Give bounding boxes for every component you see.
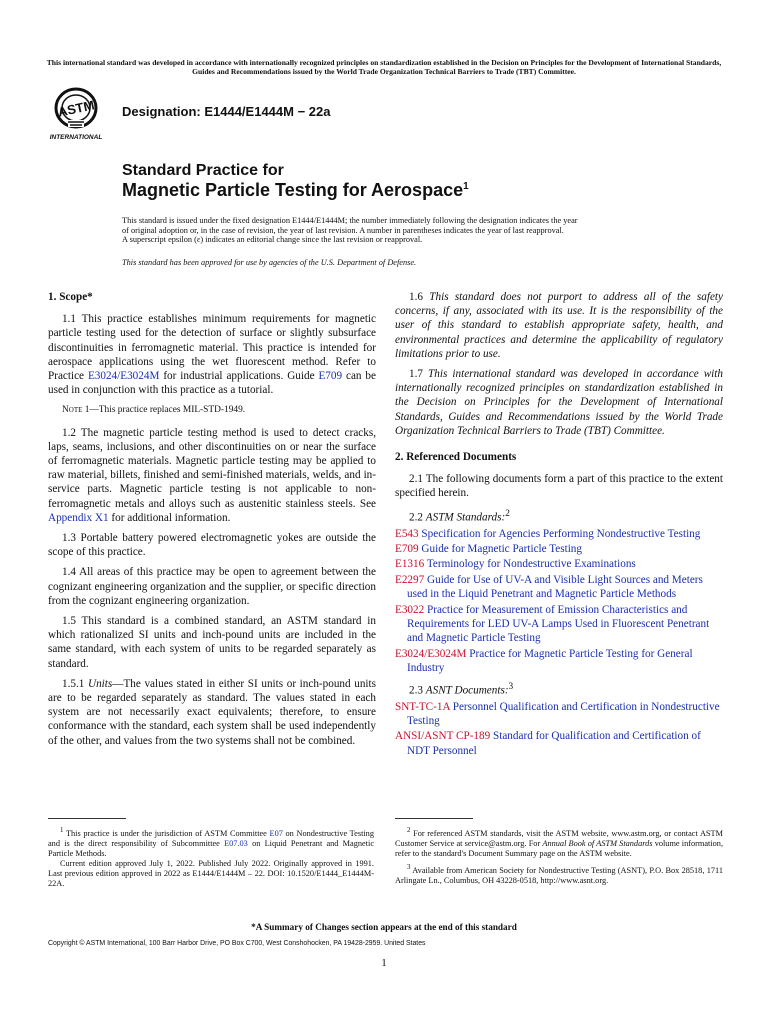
paragraph-1-1 bbox=[48, 312, 376, 397]
issued-line-1: This standard is issued under the fixed designation E1444/E1444M; the number immediately following the designation indicates the year bbox=[122, 216, 578, 225]
p1-1-text-c: can be used in conjunction with this practice as a tutorial. bbox=[48, 370, 376, 397]
astm-standards-label bbox=[395, 507, 723, 525]
title-text: Magnetic Particle Testing for Aerospace bbox=[122, 180, 464, 200]
dod-approval: This standard has been approved for use by agencies of the U.S. Department of Defense. bbox=[122, 258, 417, 267]
reference-code[interactable]: E3022 bbox=[395, 603, 425, 616]
p1-2-text-b: for additional information. bbox=[108, 511, 231, 524]
reference-item bbox=[395, 542, 723, 556]
issued-line-3a: A superscript epsilon ( bbox=[122, 235, 197, 245]
link-e07[interactable]: E07 bbox=[269, 828, 283, 838]
copyright-line: Copyright © ASTM International, 100 Barr Harbor Drive, PO Box C700, West Conshohocken, PA 19428-2959. United States bbox=[48, 940, 426, 947]
designation: Designation: E1444/E1444M − 22a bbox=[122, 104, 331, 119]
p1-2-text-a: 1.2 The magnetic particle testing method is used to detect cracks, laps, seams, inclusions, and other discontinuities on or near the surface of ferromagnetic materials. Magnetic particle testing may be applied to raw material, billets, finished and semi-finished materials, welds, and in-service parts. Magnetic particle testing is not applicable to non-ferromagnetic metals and alloys such as austenitic stainless steels. See bbox=[48, 426, 376, 510]
footnote-1-para-a bbox=[48, 826, 374, 859]
p1-7-text: This international standard was developed in accordance with internationally recognized principles on standardization established in the Decision on Principles for the Development of International Standards, Guides and Recommendations issued by the World Trade Organization Technical Barriers to Trade (TBT) Committee. bbox=[395, 368, 723, 437]
fn3-mark: 3 bbox=[407, 863, 411, 871]
note-text: —This practice replaces MIL-STD-1949. bbox=[89, 405, 246, 416]
p1-1-text-a: 1.1 This practice establishes minimum requirements for magnetic particle testing used for the detection of surface or slightly subsurface discontinuities in ferromagnetic material. This practice is intended for aerospace applications using the wet fluorescent method. Refer to Practice bbox=[48, 313, 376, 383]
issued-line-3 bbox=[122, 235, 682, 245]
reference-code[interactable]: E3024/E3024M bbox=[395, 647, 467, 660]
reference-code[interactable]: E1316 bbox=[395, 558, 425, 571]
paragraph-1-5-1 bbox=[48, 677, 376, 748]
paragraph-1-5: 1.5 This standard is a combined standard, an ASTM standard in which rationalized SI units and inch-pound units are included in the same standard, with each system of units to be regarded separately as standard. bbox=[48, 615, 376, 670]
left-column bbox=[48, 290, 376, 754]
issued-line-2: of original adoption or, in the case of revision, the year of last revision. A number in parentheses indicates the year of last reapproval. bbox=[122, 225, 564, 235]
fn2-text-a: For referenced ASTM standards, visit the ASTM website, www.astm.org, or contact ASTM Customer Service at service@astm.org. For bbox=[395, 828, 723, 848]
paragraph-1-7 bbox=[395, 367, 723, 438]
reference-title[interactable]: Specification for Agencies Performing Nondestructive Testing bbox=[421, 527, 701, 540]
asnt-reference-list bbox=[395, 700, 723, 759]
p1-5-1-italic: Units bbox=[88, 677, 113, 690]
issued-line-3b: ) indicates an editorial change since the last revision or reapproval. bbox=[200, 235, 423, 245]
astm-label: ASTM Standards: bbox=[425, 511, 506, 524]
reference-item bbox=[395, 729, 723, 758]
paragraph-1-6 bbox=[395, 290, 723, 361]
reference-item bbox=[395, 527, 723, 541]
reference-item bbox=[395, 557, 723, 571]
note-1 bbox=[48, 403, 376, 417]
title-line-2 bbox=[122, 180, 469, 201]
astm-reference-list bbox=[395, 527, 723, 676]
link-e709[interactable]: E709 bbox=[318, 370, 343, 383]
svg-text:INTERNATIONAL: INTERNATIONAL bbox=[49, 134, 103, 141]
p1-7-num: 1.7 bbox=[409, 368, 429, 381]
footnote-rule-left bbox=[48, 818, 126, 819]
p1-1-text-b: for industrial applications. Guide bbox=[159, 370, 319, 383]
fn2-text-b: volume information, refer to the standard's Document Summary page on the ASTM website. bbox=[395, 838, 724, 858]
asnt-label-num: 2.3 bbox=[409, 684, 426, 697]
reference-code[interactable]: E543 bbox=[395, 527, 419, 540]
link-e07-03[interactable]: E07.03 bbox=[224, 838, 248, 848]
issuance-statement bbox=[122, 216, 682, 245]
title-footnote-mark: 1 bbox=[463, 181, 469, 192]
title-line-1: Standard Practice for bbox=[122, 162, 284, 179]
p1-5-1-num: 1.5.1 bbox=[62, 677, 88, 690]
paragraph-2-1: 2.1 The following documents form a part of this practice to the extent specified herein. bbox=[395, 473, 723, 500]
fn1-text-b: on Nondestructive Testing and is the direct responsibility of Subcommittee bbox=[48, 828, 374, 848]
page-number: 1 bbox=[381, 957, 387, 969]
note-label: Note 1 bbox=[62, 405, 90, 416]
asnt-label: ASNT Documents: bbox=[425, 684, 509, 697]
epsilon-symbol: ε bbox=[196, 235, 201, 245]
reference-code[interactable]: E709 bbox=[395, 542, 419, 555]
footnote-2-para bbox=[395, 826, 723, 859]
reference-code[interactable]: ANSI/ASNT CP-189 bbox=[395, 730, 491, 743]
footnote-3-para bbox=[395, 863, 723, 886]
p1-6-text: This standard does not purport to address all of the safety concerns, if any, associated with its use. It is the responsibility of the user of this standard to establish appropriate safety, health, and environmental practices and determine the applicability of regulatory limitations prior to use. bbox=[395, 291, 724, 360]
svg-text:ASTM: ASTM bbox=[56, 97, 96, 120]
p1-6-num: 1.6 bbox=[409, 291, 430, 303]
asnt-documents-label bbox=[395, 680, 723, 698]
footnote-2 bbox=[395, 826, 723, 886]
wto-notice: This international standard was developed in accordance with internationally recognized principles on standardization established in the Decision on Principles for the Development of International Standards, Guides and Recommendations issued by the World Trade Organization Technical Barriers to Trade (TBT) Committee. bbox=[46, 58, 722, 76]
reference-title[interactable]: Guide for Use of UV-A and Visible Light Sources and Meters used in the Liquid Penetrant and Magnetic Particle Methods bbox=[407, 573, 703, 601]
summary-of-changes-note: *A Summary of Changes section appears at the end of this standard bbox=[251, 922, 517, 932]
referenced-documents-heading: 2. Referenced Documents bbox=[395, 451, 517, 464]
astm-label-num: 2.2 bbox=[409, 511, 426, 524]
p1-5-1-text: —The values stated in either SI units or inch-pound units are to be regarded separately as standard. The values stated in each system are not necessarily exact equivalents; therefore, to ensure conformance with the standard, each system shall be used independently of the other, and values from the two systems shall not be combined. bbox=[48, 677, 376, 747]
footnote-1-para-b: Current edition approved July 1, 2022. Published July 2022. Originally approved in 1991. Last previous edition approved in 2022 as E1444/E1444M – 22. DOI: 10.1520/E1444_E1444M-22A. bbox=[48, 858, 374, 888]
reference-code[interactable]: E2297 bbox=[395, 573, 425, 586]
link-e3024[interactable]: E3024/E3024M bbox=[87, 370, 160, 383]
reference-title[interactable]: Practice for Measurement of Emission Characteristics and Requirements for LED UV-A Lamps Used in Fluorescent Penetrant and Magnetic Particle Testing bbox=[407, 603, 710, 645]
reference-item bbox=[395, 603, 723, 646]
paragraph-1-4: 1.4 All areas of this practice may be open to agreement between the cognizant engineering organization and the supplier, or specific direction from the cognizant engineering organization. bbox=[48, 566, 376, 607]
link-appendix-x1[interactable]: Appendix X1 bbox=[48, 511, 109, 524]
footnote-1 bbox=[48, 826, 374, 889]
fn2-italic: Annual Book of ASTM Standards bbox=[542, 838, 653, 848]
reference-title[interactable]: Guide for Magnetic Particle Testing bbox=[421, 542, 582, 555]
reference-item bbox=[395, 647, 723, 676]
reference-item bbox=[395, 700, 723, 729]
fn1-text-c: on Liquid Penetrant and Magnetic Particle Methods. bbox=[48, 838, 375, 858]
astm-logo bbox=[42, 86, 118, 144]
reference-title[interactable]: Terminology for Nondestructive Examinations bbox=[426, 558, 636, 571]
reference-title[interactable]: Standard for Qualification and Certification of NDT Personnel bbox=[407, 730, 701, 757]
fn2-mark: 2 bbox=[407, 827, 411, 834]
reference-title[interactable]: Personnel Qualification and Certification in Nondestructive Testing bbox=[407, 700, 720, 727]
right-column bbox=[395, 290, 723, 759]
paragraph-1-3: 1.3 Portable battery powered electromagnetic yokes are outside the scope of this practice. bbox=[48, 532, 376, 559]
asnt-sup: 3 bbox=[508, 681, 514, 692]
fn3-text: Available from American Society for Nondestructive Testing (ASNT), P.O. Box 28518, 1711 Arlingate Ln., Columbus, OH 43228-0518, http://www.asnt.org. bbox=[395, 865, 723, 885]
fn1-text-a: This practice is under the jurisdiction of ASTM Committee bbox=[65, 828, 270, 838]
reference-code[interactable]: SNT-TC-1A bbox=[395, 700, 450, 713]
reference-title[interactable]: Practice for Magnetic Particle Testing for General Industry bbox=[407, 647, 693, 675]
paragraph-1-2 bbox=[48, 426, 376, 525]
fn1-mark: 1 bbox=[60, 827, 64, 834]
scope-heading: 1. Scope* bbox=[48, 291, 93, 303]
astm-sup: 2 bbox=[505, 508, 510, 519]
reference-item bbox=[395, 573, 723, 602]
footnote-rule-right bbox=[395, 818, 473, 819]
